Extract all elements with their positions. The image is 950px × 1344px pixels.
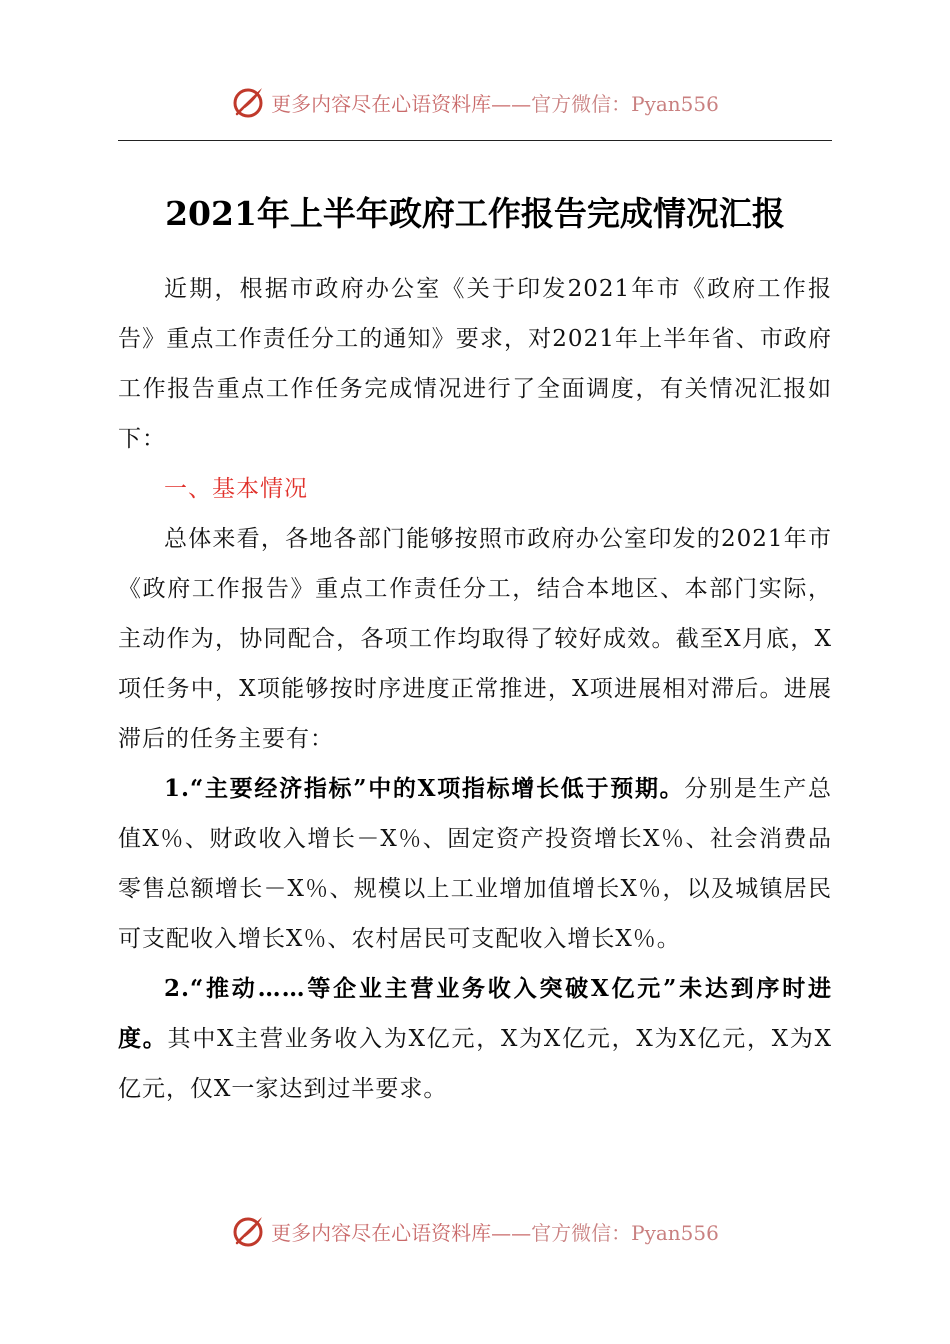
quill-pen-seal-icon [231,84,267,120]
document-title: 2021年上半年政府工作报告完成情况汇报 [165,194,785,233]
header-banner-text: 更多内容尽在心语资料库——官方微信：Pyan556 [271,91,719,116]
section-heading-basic: 一、基本情况 [164,476,308,502]
list-item-lead: 2.“推动……等企业主营业务收入突破X亿元”未达到序时进度。 [118,975,832,1052]
quill-pen-seal-icon [231,1213,267,1249]
header-watermark-banner [0,82,950,122]
intro-paragraph: 近期，根据市政府办公室《关于印发2021年市《政府工作报告》重点工作责任分工的通知》要求，对2021年上半年省、市政府工作报告重点工作任务完成情况进行了全面调度，有关情况汇报如下： [118,276,832,452]
list-item-text: 其中X主营业务收入为X亿元，X为X亿元，X为X亿元，X为X亿元，仅X一家达到过半要求。 [118,1026,833,1102]
document-body [118,264,832,1114]
footer-watermark-banner [0,1211,950,1251]
list-item-1 [118,764,832,964]
list-item-text: 分别是生产总值X％、财政收入增长－X％、固定资产投资增长X％、社会消费品零售总额增长－X％、规模以上工业增加值增长X％，以及城镇居民可支配收入增长X％、农村居民可支配收入增长X％。 [118,776,832,952]
footer-banner-text: 更多内容尽在心语资料库——官方微信：Pyan556 [271,1220,719,1245]
header-divider [118,140,832,141]
list-item-lead: 1.“主要经济指标”中的X项指标增长低于预期。 [164,775,685,802]
list-item-2 [118,964,832,1114]
section-paragraph: 总体来看，各地各部门能够按照市政府办公室印发的2021年市《政府工作报告》重点工作责任分工，结合本地区、本部门实际，主动作为，协同配合，各项工作均取得了较好成效。截至X月底，X项任务中，X项能够按时序进度正常推进，X项进展相对滞后。进展滞后的任务主要有： [118,526,832,752]
